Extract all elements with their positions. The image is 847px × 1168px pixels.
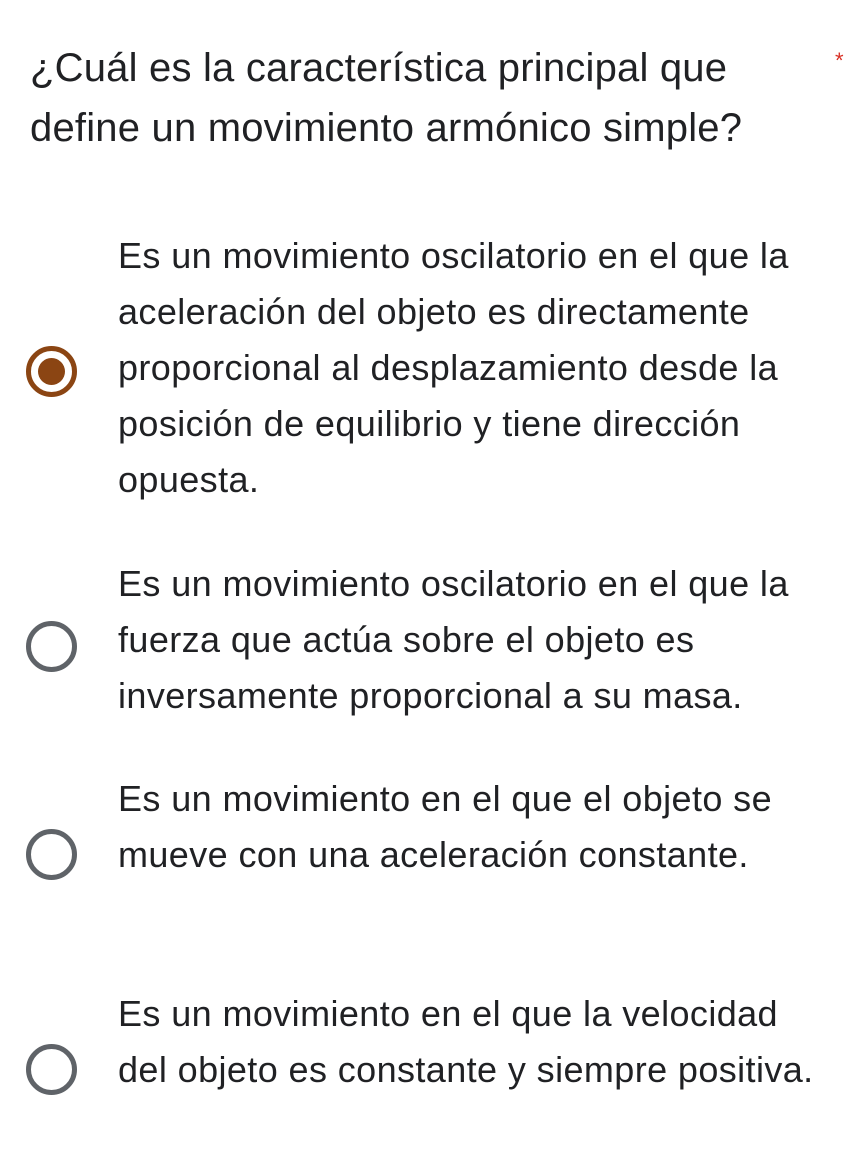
option-2[interactable]	[0, 555, 847, 730]
radio-button[interactable]	[26, 1044, 77, 1095]
radio-button[interactable]	[26, 829, 77, 880]
radio-dot-icon	[38, 358, 65, 385]
option-1[interactable]	[0, 225, 847, 515]
option-2-label: Es un movimiento oscilatorio en el que la fuerza que actúa sobre el objeto es inversamente proporcional a su masa.	[118, 563, 789, 716]
radio-button[interactable]	[26, 621, 77, 672]
option-4[interactable]	[0, 985, 847, 1160]
option-4-label: Es un movimiento en el que la velocidad del objeto es constante y siempre positiva.	[118, 993, 814, 1090]
option-3-label: Es un movimiento en el que el objeto se mueve con una aceleración constante.	[118, 778, 772, 875]
radio-button-selected[interactable]	[26, 346, 77, 397]
option-3[interactable]	[0, 770, 847, 945]
question-title: ¿Cuál es la característica principal que define un movimiento armónico simple?	[30, 46, 743, 150]
option-1-label: Es un movimiento oscilatorio en el que la aceleración del objeto es directamente proporcional al desplazamiento desde la posición de equilibrio y tiene dirección opuesta.	[118, 235, 789, 500]
required-marker: *	[835, 48, 844, 73]
